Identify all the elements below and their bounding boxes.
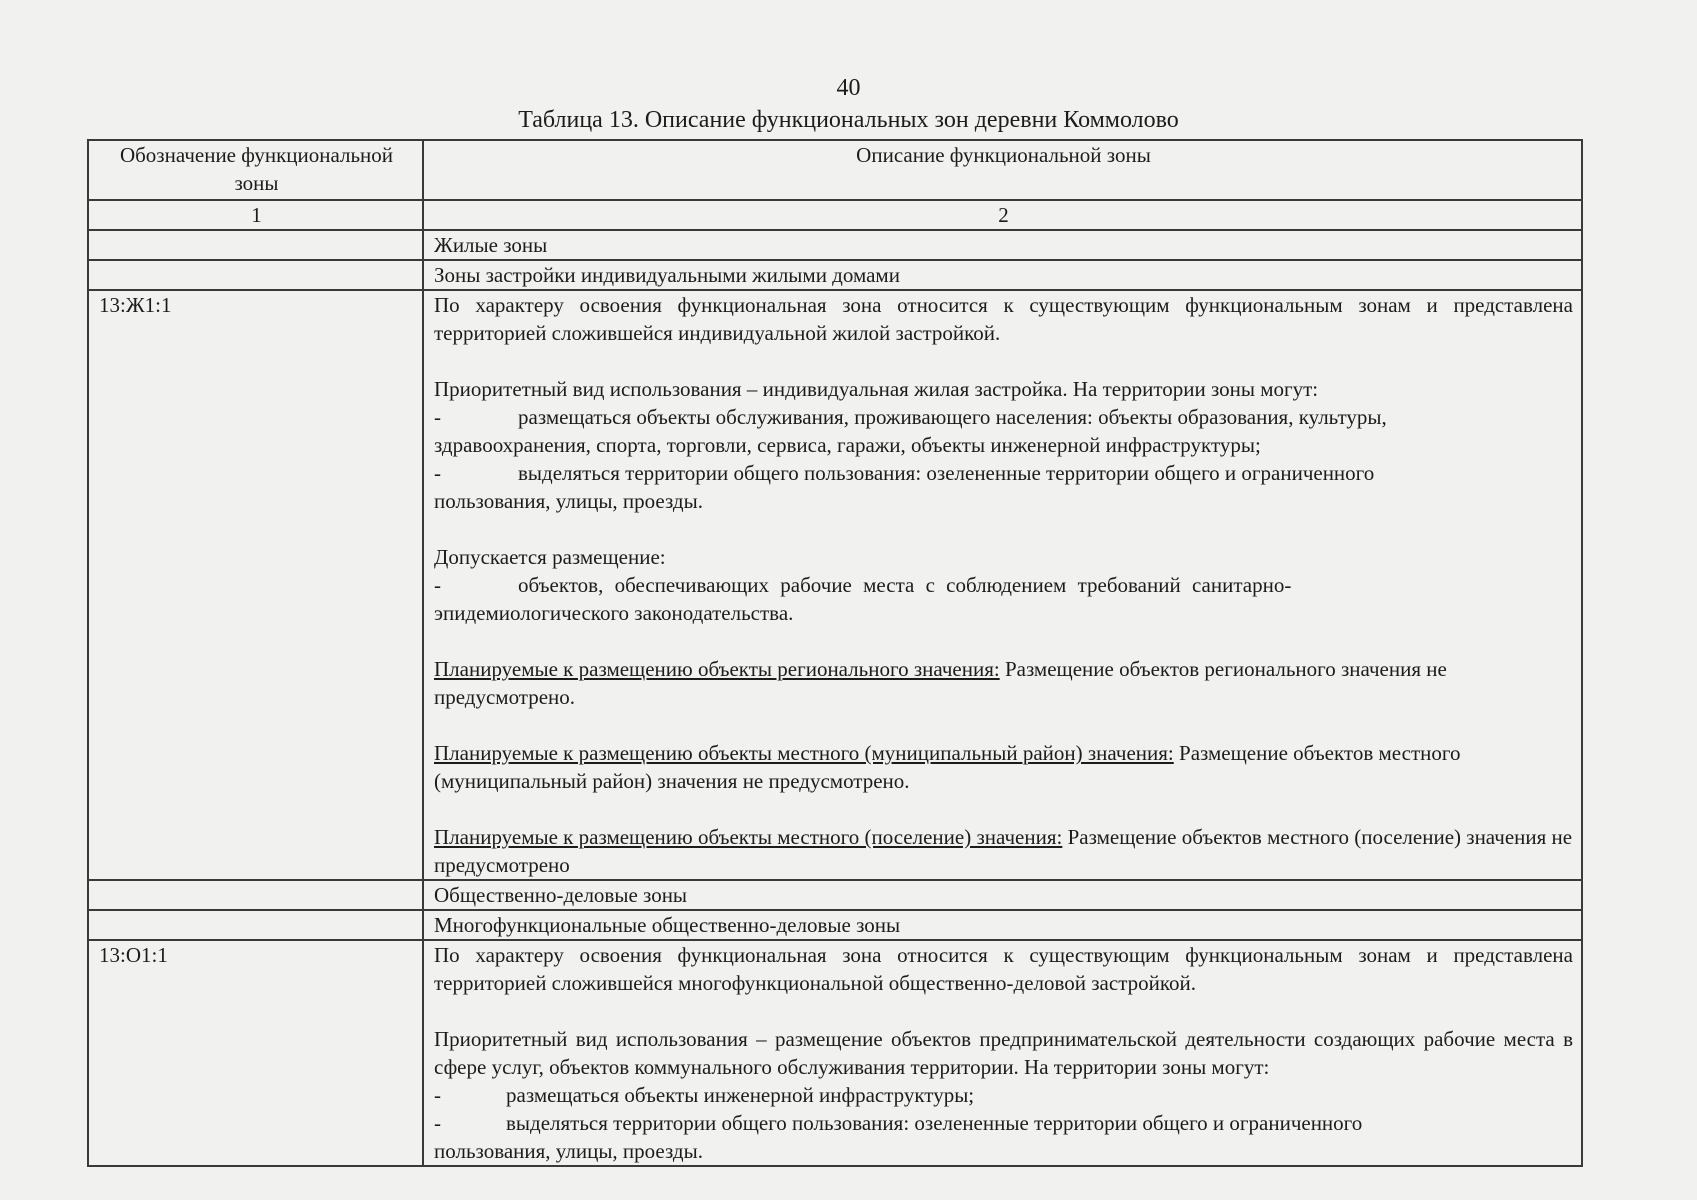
empty-cell bbox=[88, 260, 423, 290]
regional-objects-text: Размещение объектов регионального значения не предусмотрено. bbox=[434, 657, 1447, 709]
regional-objects-heading: Планируемые к размещению объекты регионального значения: bbox=[434, 657, 1000, 681]
group-public-business: Общественно-деловые зоны bbox=[423, 880, 1582, 910]
zone-row bbox=[88, 940, 1582, 1166]
group-residential: Жилые зоны bbox=[423, 230, 1582, 260]
list-item bbox=[434, 459, 1573, 487]
list-item bbox=[434, 571, 1573, 599]
municipal-objects-paragraph bbox=[434, 739, 1573, 795]
subgroup-individual-housing: Зоны застройки индивидуальными жилыми домами bbox=[423, 260, 1582, 290]
settlement-objects-text: Размещение объектов местного (поселение) значения не предусмотрено bbox=[434, 825, 1573, 877]
list-dash: - bbox=[434, 405, 441, 429]
subgroup-row bbox=[88, 910, 1582, 940]
column-number-1: 1 bbox=[88, 200, 423, 230]
page-number: 40 bbox=[836, 75, 861, 101]
priority-use-paragraph: Приоритетный вид использования – размещение объектов предпринимательской деятельности создающих рабочие места в сфере услуг, объектов коммунального обслуживания территории. На территории зоны могут: bbox=[434, 1027, 1573, 1079]
zones-table bbox=[87, 139, 1583, 1167]
description-paragraph: По характеру освоения функциональная зона относится к существующим функциональным зонам и представлена территорией сложившейся индивидуальной жилой застройкой. bbox=[434, 293, 1573, 345]
subgroup-multifunctional: Многофункциональные общественно-деловые зоны bbox=[423, 910, 1582, 940]
table-header-row bbox=[88, 140, 1582, 200]
list-item-continuation: пользования, улицы, проезды. bbox=[434, 489, 703, 513]
municipal-objects-heading: Планируемые к размещению объекты местного (муниципальный район) значения: bbox=[434, 741, 1174, 765]
column-number-row bbox=[88, 200, 1582, 230]
priority-use-paragraph: Приоритетный вид использования – индивидуальная жилая застройка. На территории зоны могут: bbox=[434, 377, 1319, 401]
zone-row bbox=[88, 290, 1582, 880]
list-item bbox=[434, 1081, 1573, 1109]
group-row bbox=[88, 880, 1582, 910]
zone-code: 13:О1:1 bbox=[88, 940, 423, 1166]
header-zone-code: Обозначение функциональной зоны bbox=[88, 140, 423, 200]
list-item-text: выделяться территории общего пользования: озелененные территории общего и ограниченного bbox=[518, 461, 1375, 485]
allowed-placement-paragraph: Допускается размещение: bbox=[434, 545, 666, 569]
list-item-continuation: здравоохранения, спорта, торговли, сервиса, гаражи, объекты инженерной инфраструктуры; bbox=[434, 433, 1261, 457]
list-item-text: выделяться территории общего пользования: озелененные территории общего и ограниченного bbox=[506, 1111, 1363, 1135]
list-item-text: размещаться объекты инженерной инфраструктуры; bbox=[506, 1083, 975, 1107]
empty-cell bbox=[88, 910, 423, 940]
column-number-2: 2 bbox=[423, 200, 1582, 230]
empty-cell bbox=[88, 880, 423, 910]
list-dash: - bbox=[434, 1111, 441, 1135]
list-item-text: размещаться объекты обслуживания, проживающего населения: объекты образования, культуры, bbox=[518, 405, 1387, 429]
table-title: Таблица 13. Описание функциональных зон деревни Коммолово bbox=[518, 107, 1179, 133]
list-item-continuation: эпидемиологического законодательства. bbox=[434, 601, 794, 625]
list-dash: - bbox=[434, 1083, 441, 1107]
empty-cell bbox=[88, 230, 423, 260]
zone-description bbox=[423, 290, 1582, 880]
regional-objects-paragraph bbox=[434, 655, 1573, 711]
list-item bbox=[434, 1109, 1573, 1137]
zone-code: 13:Ж1:1 bbox=[88, 290, 423, 880]
list-item-continuation: пользования, улицы, проезды. bbox=[434, 1139, 703, 1163]
subgroup-row bbox=[88, 260, 1582, 290]
list-dash: - bbox=[434, 573, 441, 597]
list-item bbox=[434, 403, 1573, 431]
settlement-objects-heading: Планируемые к размещению объекты местного (поселение) значения: bbox=[434, 825, 1063, 849]
header-zone-description: Описание функциональной зоны bbox=[423, 140, 1582, 200]
list-dash: - bbox=[434, 461, 441, 485]
group-row bbox=[88, 230, 1582, 260]
zone-description bbox=[423, 940, 1582, 1166]
list-item-text: объектов, обеспечивающих рабочие места с соблюдением требований санитарно- bbox=[518, 573, 1292, 597]
municipal-objects-text: Размещение объектов местного (муниципальный район) значения не предусмотрено. bbox=[434, 741, 1461, 793]
settlement-objects-paragraph bbox=[434, 823, 1573, 879]
description-paragraph: По характеру освоения функциональная зона относится к существующим функциональным зонам и представлена территорией сложившейся многофункциональной общественно-деловой застройкой. bbox=[434, 943, 1573, 995]
